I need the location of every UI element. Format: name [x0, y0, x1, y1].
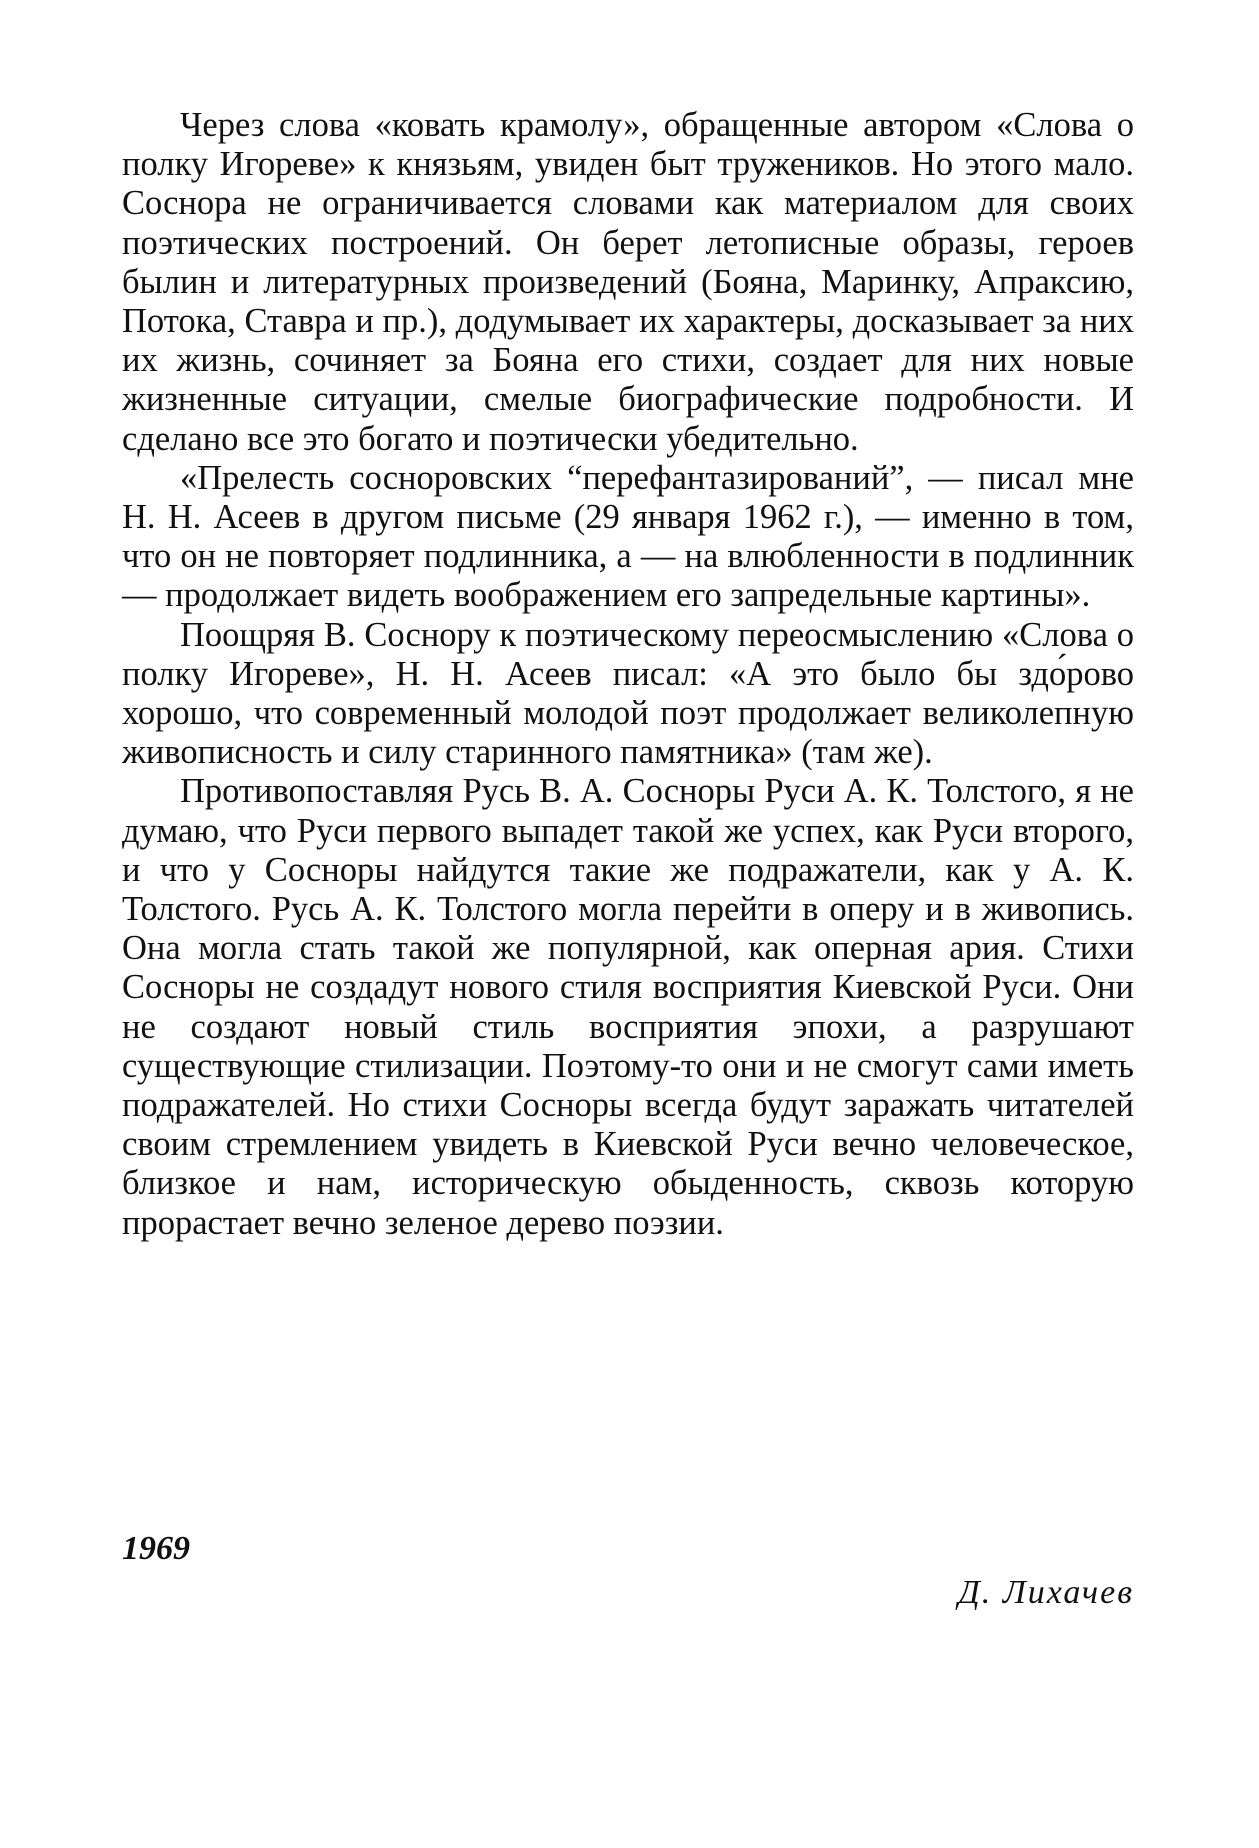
- paragraph-3: Поощряя В. Соснору к поэтическому переосмыслению «Слова о полку Игореве», Н. Н. Асеев писал: «А это было бы здо́рово хорошо, что современный молодой поэт продолжает великолепную живописность и силу старинного памятника» (там же).: [122, 615, 1134, 772]
- date-year: 1969: [122, 1530, 190, 1567]
- paragraph-1: Через слова «ковать крамолу», обращенные автором «Слова о полку Игореве» к князьям, увиден быт тружеников. Но этого мало. Соснора не ограничивается словами как материалом для своих поэтических построений. Он берет летописные образы, героев былин и литературных произведений (Бояна, Маринку, Апраксию, Потока, Ставра и пр.), додумывает их характеры, досказывает за них их жизнь, сочиняет за Бояна его стихи, создает для них новые жизненные ситуации, смелые биографические подробности. И сделано все это богато и поэтически убедительно.: [122, 106, 1134, 458]
- body-text: [122, 106, 1134, 1243]
- closing-block: [122, 1530, 1134, 1610]
- paragraph-4: Противопоставляя Русь В. А. Сосноры Руси А. К. Толстого, я не думаю, что Руси первого выпадет такой же успех, как Руси второго, и что у Сосноры найдутся такие же подражатели, как у А. К. Толстого. Русь А. К. Толстого могла перейти в оперу и в живопись. Она могла стать такой же популярной, как оперная ария. Стихи Сосноры не создадут нового стиля восприятия Киевской Руси. Они не создают новый стиль восприятия эпохи, а разрушают существующие стилизации. Поэтому-то они и не смогут сами иметь подражателей. Но стихи Сосноры всегда будут заражать читателей своим стремлением увидеть в Киевской Руси вечно человеческое, близкое и нам, историческую обыденность, сквозь которую прорастает вечно зеленое дерево поэзии.: [122, 772, 1134, 1242]
- author-signature: Д. Лихачев: [958, 1574, 1134, 1611]
- paragraph-2: «Прелесть сосноровских “перефантазирований”, — писал мне Н. Н. Асеев в другом письме (29 января 1962 г.), — именно в том, что он не повторяет подлинника, а — на влюбленности в подлинник — продолжает видеть воображением его запредельные картины».: [122, 458, 1134, 615]
